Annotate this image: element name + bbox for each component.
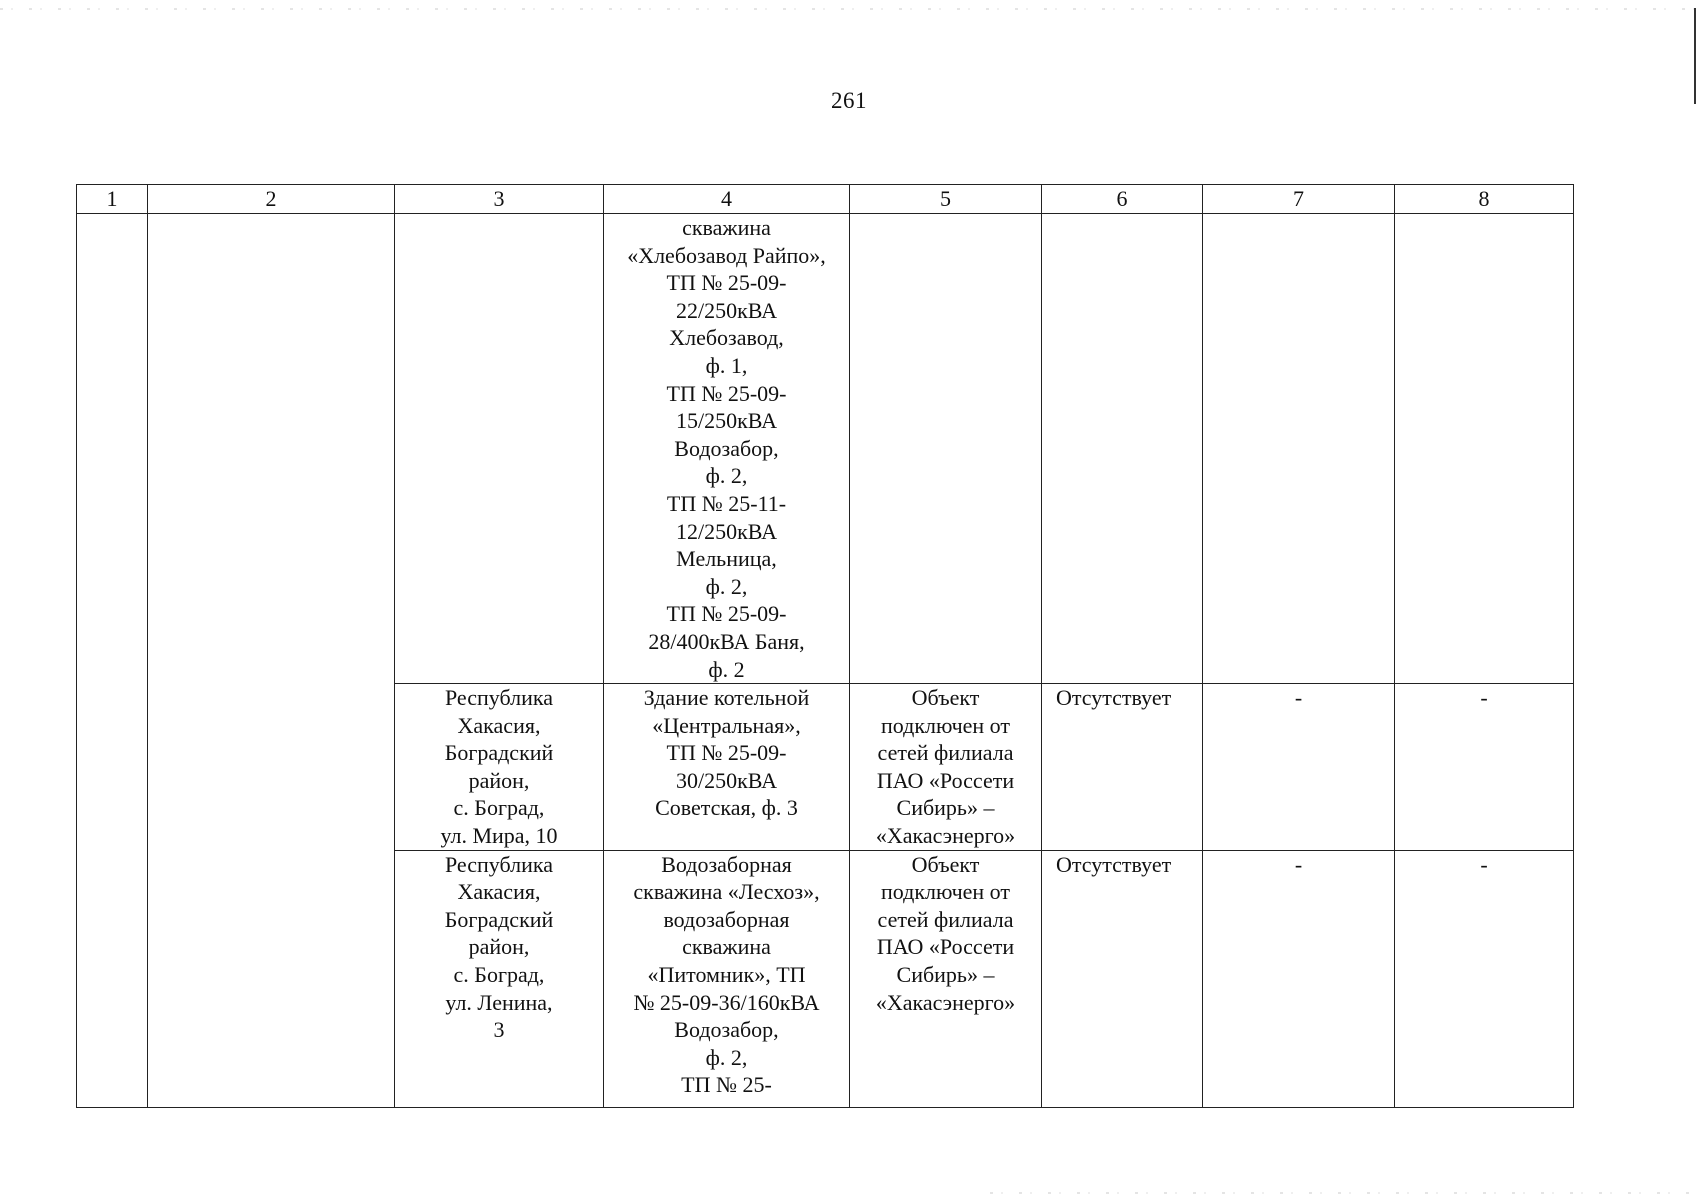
text-line: ТП № 25-09- <box>666 601 787 627</box>
text-line: ф. 1, <box>705 352 748 378</box>
text-line: Объект <box>911 851 980 877</box>
text-line: ПАО «Россети <box>876 767 1015 793</box>
text-line: Боградский <box>444 740 554 766</box>
text-line: Здание котельной <box>643 685 810 711</box>
text-line: ул. Мира, 10 <box>440 823 558 849</box>
connection-cell <box>850 684 1042 851</box>
page-number: 261 <box>831 88 867 113</box>
header-cell-8: 8 <box>1395 185 1574 214</box>
text-line: ф. 2, <box>705 463 748 489</box>
text-line: с. Боград, <box>453 795 545 821</box>
row-cell-col2-empty <box>148 214 395 1108</box>
row-cell-col8-empty <box>1395 214 1574 684</box>
text-line: район, <box>468 934 530 960</box>
text-line: Хакасия, <box>457 879 541 905</box>
text-line: «Хлебозавод Райпо», <box>627 242 826 268</box>
text-line: водозаборная <box>663 906 790 932</box>
row-cell-col1-empty <box>77 214 148 1108</box>
text-line: Мельница, <box>676 546 777 572</box>
table-header-row <box>77 185 1574 214</box>
text-line: ф. 2, <box>705 573 748 599</box>
object-name-cell <box>604 684 850 851</box>
header-cell-1: 1 <box>77 185 148 214</box>
text-line: ф. 2, <box>705 1044 748 1070</box>
status-cell: Отсутствует <box>1042 850 1203 1107</box>
address-cell <box>395 850 604 1107</box>
text-line: ТП № 25-09- <box>666 740 787 766</box>
text-line: сетей филиала <box>877 906 1014 932</box>
text-line: ТП № 25- <box>681 1072 772 1098</box>
text-line: Водозабор, <box>674 1017 779 1043</box>
text-line: ул. Ленина, <box>445 989 553 1015</box>
text-line: Водозаборная <box>661 851 792 877</box>
scan-noise-bottom <box>990 1192 1690 1194</box>
text-line: подключен от <box>880 879 1011 905</box>
text-line: скважина «Лесхоз», <box>633 879 820 905</box>
text-line: 12/250кВА <box>676 518 777 544</box>
text-line: Сибирь» – <box>896 962 995 988</box>
connection-cell <box>850 850 1042 1107</box>
header-cell-6: 6 <box>1042 185 1203 214</box>
header-cell-4: 4 <box>604 185 850 214</box>
text-line: ТП № 25-09- <box>666 380 787 406</box>
text-line: «Питомник», ТП <box>647 962 806 988</box>
row-cell-col6-empty <box>1042 214 1203 684</box>
text-line: № 25-09-36/160кВА <box>633 989 820 1015</box>
text-line: 22/250кВА <box>676 297 777 323</box>
text-line: Республика <box>444 685 554 711</box>
col8-cell: - <box>1395 684 1574 851</box>
col8-cell: - <box>1395 850 1574 1107</box>
row-cell-col7-empty <box>1203 214 1395 684</box>
text-line: Боградский <box>444 906 554 932</box>
text-line: Водозабор, <box>674 435 779 461</box>
text-line: сетей филиала <box>877 740 1014 766</box>
cell-bottom-spacer <box>610 1099 843 1107</box>
text-line: 3 <box>493 1017 505 1043</box>
header-cell-2: 2 <box>148 185 395 214</box>
text-line: ТП № 25-09- <box>666 270 787 296</box>
text-line: Советская, ф. 3 <box>655 795 798 821</box>
header-cell-5: 5 <box>850 185 1042 214</box>
table-row <box>77 214 1574 684</box>
text-line: Сибирь» – <box>896 795 995 821</box>
text-line: Объект <box>911 685 980 711</box>
status-cell: Отсутствует <box>1042 684 1203 851</box>
text-line: Хакасия, <box>457 712 541 738</box>
text-line: скважина <box>682 934 771 960</box>
object-name-cell <box>604 850 850 1107</box>
text-line: ф. 2 <box>708 656 745 682</box>
text-line: скважина <box>682 215 771 240</box>
col7-cell: - <box>1203 850 1395 1107</box>
text-line: подключен от <box>880 712 1011 738</box>
col7-cell: - <box>1203 684 1395 851</box>
scan-noise-top <box>0 8 1698 10</box>
address-cell <box>395 684 604 851</box>
row-cell-col3-empty <box>395 214 604 684</box>
text-line: Республика <box>444 851 554 877</box>
text-line: ПАО «Россети <box>876 934 1015 960</box>
row-cell-col5-empty <box>850 214 1042 684</box>
text-line: ТП № 25-11- <box>666 490 787 516</box>
text-line: 30/250кВА <box>676 767 777 793</box>
text-line: 28/400кВА Баня, <box>648 628 805 654</box>
header-cell-7: 7 <box>1203 185 1395 214</box>
data-table <box>76 184 1574 1108</box>
text-line: «Хакасэнерго» <box>875 989 1016 1015</box>
text-line: район, <box>468 767 530 793</box>
object-name-cell <box>604 214 850 684</box>
text-line: «Хакасэнерго» <box>875 823 1016 849</box>
text-line: «Центральная», <box>652 712 801 738</box>
text-line: с. Боград, <box>453 962 545 988</box>
text-line: Хлебозавод, <box>669 325 784 351</box>
text-line: 15/250кВА <box>676 408 777 434</box>
header-cell-3: 3 <box>395 185 604 214</box>
